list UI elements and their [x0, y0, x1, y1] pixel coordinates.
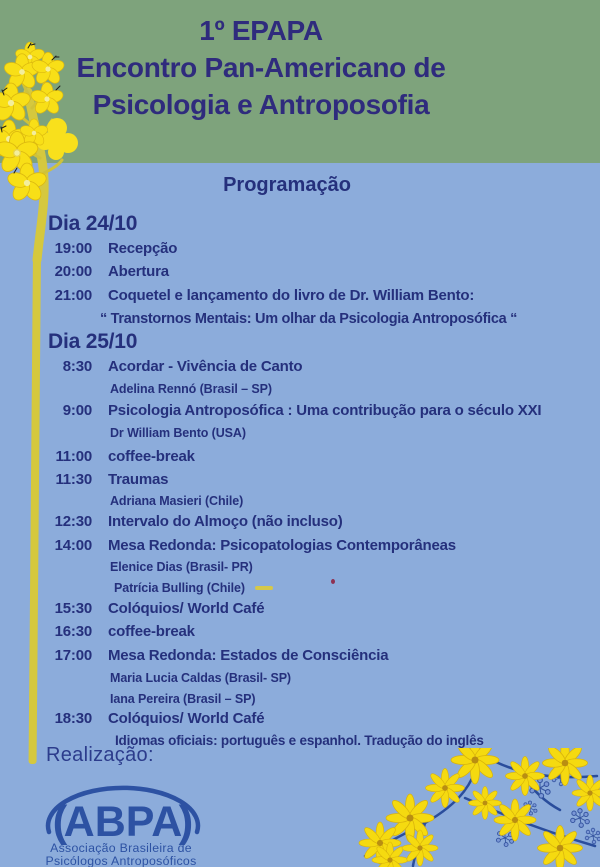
- row-time: 11:00: [55, 448, 92, 465]
- row-title: Colóquios/ World Café: [108, 710, 265, 727]
- schedule-row: [0, 710, 264, 727]
- row-title: coffee-break: [108, 623, 195, 640]
- speaker-name: Patrícia Bulling (Chile): [114, 581, 245, 595]
- speaker: Dr William Bento (USA): [110, 426, 246, 440]
- title-line-3: Psicologia e Antroposofia: [92, 89, 430, 120]
- title-line-1: 1º EPAPA: [199, 15, 323, 46]
- speaker: Elenice Dias (Brasil- PR): [110, 560, 253, 574]
- logo-name-line-1: Associação Brasileira de: [50, 841, 192, 855]
- speaker: Maria Lucia Caldas (Brasil- SP): [110, 671, 291, 685]
- schedule-row: [0, 287, 474, 304]
- row-time: 8:30: [62, 358, 92, 375]
- stem-line: [29, 252, 41, 764]
- row-time: 21:00: [54, 287, 92, 304]
- row-time: 16:30: [54, 623, 92, 640]
- row-time: 20:00: [54, 263, 92, 280]
- row-title: Mesa Redonda: Psicopatologias Contemporâneas: [108, 537, 456, 554]
- schedule-row: [0, 240, 177, 257]
- schedule-row: [0, 623, 195, 640]
- day-24-header: Dia 24/10: [48, 212, 138, 235]
- row-time: 14:00: [54, 537, 92, 554]
- speaker: Adelina Rennó (Brasil – SP): [110, 382, 272, 396]
- speaker: [114, 581, 273, 595]
- languages-note: Idiomas oficiais: português e espanhol. Tradução do inglês: [115, 733, 484, 748]
- yellow-dash: [255, 586, 273, 591]
- row-title: coffee-break: [108, 448, 195, 465]
- row-title: Colóquios/ World Café: [108, 600, 265, 617]
- row-title: Traumas: [108, 471, 169, 488]
- program-heading: Programação: [223, 174, 351, 196]
- schedule-row: [0, 402, 541, 419]
- schedule-row: [0, 537, 456, 554]
- schedule-row: [0, 263, 169, 280]
- page-title: [0, 12, 522, 123]
- row-time: 11:30: [55, 471, 92, 488]
- organizer-label: Realização:: [46, 744, 154, 766]
- book-title: “ Transtornos Mentais: Um olhar da Psicologia Antroposófica “: [100, 311, 518, 327]
- row-title: Psicologia Antroposófica : Uma contribução para o século XXI: [108, 402, 542, 419]
- row-title: Coquetel e lançamento do livro de Dr. William Bento:: [108, 287, 475, 304]
- schedule-row: [0, 600, 264, 617]
- speaker: Adriana Masieri (Chile): [110, 494, 244, 508]
- row-title: Recepção: [108, 240, 178, 257]
- row-title: Mesa Redonda: Estados de Consciência: [108, 647, 389, 664]
- schedule-row: [0, 471, 168, 488]
- schedule-row: [0, 358, 302, 375]
- logo-paren-left: (: [52, 797, 68, 846]
- row-time: 15:30: [54, 600, 92, 617]
- row-title: Abertura: [108, 263, 169, 280]
- schedule-row: [0, 647, 388, 664]
- row-time: 12:30: [54, 513, 92, 530]
- abpa-logo: [38, 774, 208, 867]
- row-time: 17:00: [54, 647, 92, 664]
- day-25-header: Dia 25/10: [48, 330, 138, 353]
- logo-name-line-2: Psicólogos Antroposóficos: [45, 854, 197, 867]
- red-dot: [331, 579, 335, 584]
- schedule-row: [0, 513, 343, 530]
- title-line-2: Encontro Pan-Americano de: [76, 52, 446, 83]
- row-time: 19:00: [54, 240, 92, 257]
- schedule-row: [0, 448, 195, 465]
- logo-paren-right: ): [178, 797, 194, 846]
- logo-acronym: ABPA: [63, 798, 183, 846]
- speaker: Iana Pereira (Brasil – SP): [110, 692, 256, 706]
- row-time: 9:00: [62, 402, 92, 419]
- row-title: Intervalo do Almoço (não incluso): [108, 513, 343, 530]
- row-title: Acordar - Vivência de Canto: [108, 358, 303, 375]
- row-time: 18:30: [54, 710, 92, 727]
- ipe-branches-icon: [325, 748, 600, 867]
